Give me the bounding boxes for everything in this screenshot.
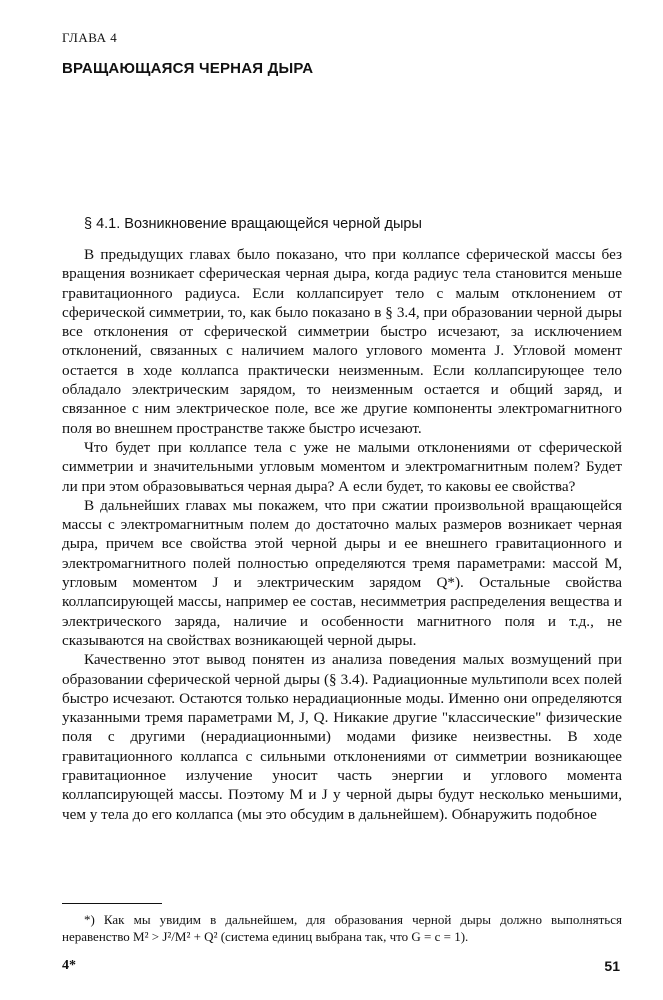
signature-mark: 4* bbox=[62, 958, 76, 973]
paragraph-2: Что будет при коллапсе тела с уже не малыми отклонениями от сферической симметрии и значительными угловым моментом и электромагнитным полем? Будет ли при этом образовываться черная дыра? А если будет, то каковы ее свойства? bbox=[62, 438, 622, 495]
footnote-divider bbox=[62, 903, 162, 904]
running-head: ГЛАВА 4 bbox=[62, 30, 118, 45]
paragraph-4: Качественно этот вывод понятен из анализа поведения малых возмущений при образовании сферической черной дыры (§ 3.4). Радиационные мультиполи всех полей быстро исчезают. Остаются только нерадиационные моды. Именно они определяются указанными тремя параметрами M, J, Q. Никакие другие "классические" физические поля с другими (нерадиационными) модами физике неизвестны. В ходе гравитационного коллапса с сильными отклонениями от симметрии возникающее гравитационное излучение уносит часть энергии и углового момента коллапсирующей массы. Поэтому M и J у черной дыры будут несколько меньшими, чем у тела до его коллапса (мы это обсудим в дальнейшем). Обнаружить подобное bbox=[62, 651, 622, 823]
body-text bbox=[62, 245, 622, 824]
chapter-title: ВРАЩАЮЩАЯСЯ ЧЕРНАЯ ДЫРА bbox=[62, 60, 314, 77]
paragraph-3: В дальнейших главах мы покажем, что при сжатии произвольной вращающейся массы с электромагнитным полем до достаточно малых размеров возникает черная дыра, причем все свойства этой черной дыры и ее внешнего гравитационного и электромагнитного полей полностью определяются тремя параметрами: массой M, угловым моментом J и электрическим зарядом Q*). Остальные свойства коллапсирующей массы, например ее состав, несимметрия распределения вещества и электрического заряда, наличие и особенности магнитного поля и т.д., не сказываются на свойствах возникающей черной дыры. bbox=[62, 496, 622, 649]
footnote: *) Как мы увидим в дальнейшем, для образования черной дыры должно выполняться неравенство M² > J²/M² + Q² (система единиц выбрана так, что G = c = 1). bbox=[62, 912, 622, 944]
section-heading: § 4.1. Возникновение вращающейся черной дыры bbox=[84, 216, 422, 232]
paragraph-1: В предыдущих главах было показано, что при коллапсе сферической массы без вращения возникает сферическая черная дыра, когда радиус тела становится меньше гравитационного радиуса. Если коллапсирует тело с малым отклонением от сферической симметрии, то, как было показано в § 3.4, при образовании черной дыры все отклонения от сферической симметрии быстро исчезают, за исключением отклонений, связанных с наличием малого углового момента J. Угловой момент остается в ходе коллапса практически неизменным. Если коллапсирующее тело обладало электрическим зарядом, то неизменным остается и общий заряд, и связанное с ним электрическое поле, все же другие компоненты электромагнитного поля во внешнем пространстве также быстро исчезают. bbox=[62, 246, 622, 437]
page-number: 51 bbox=[604, 958, 620, 974]
